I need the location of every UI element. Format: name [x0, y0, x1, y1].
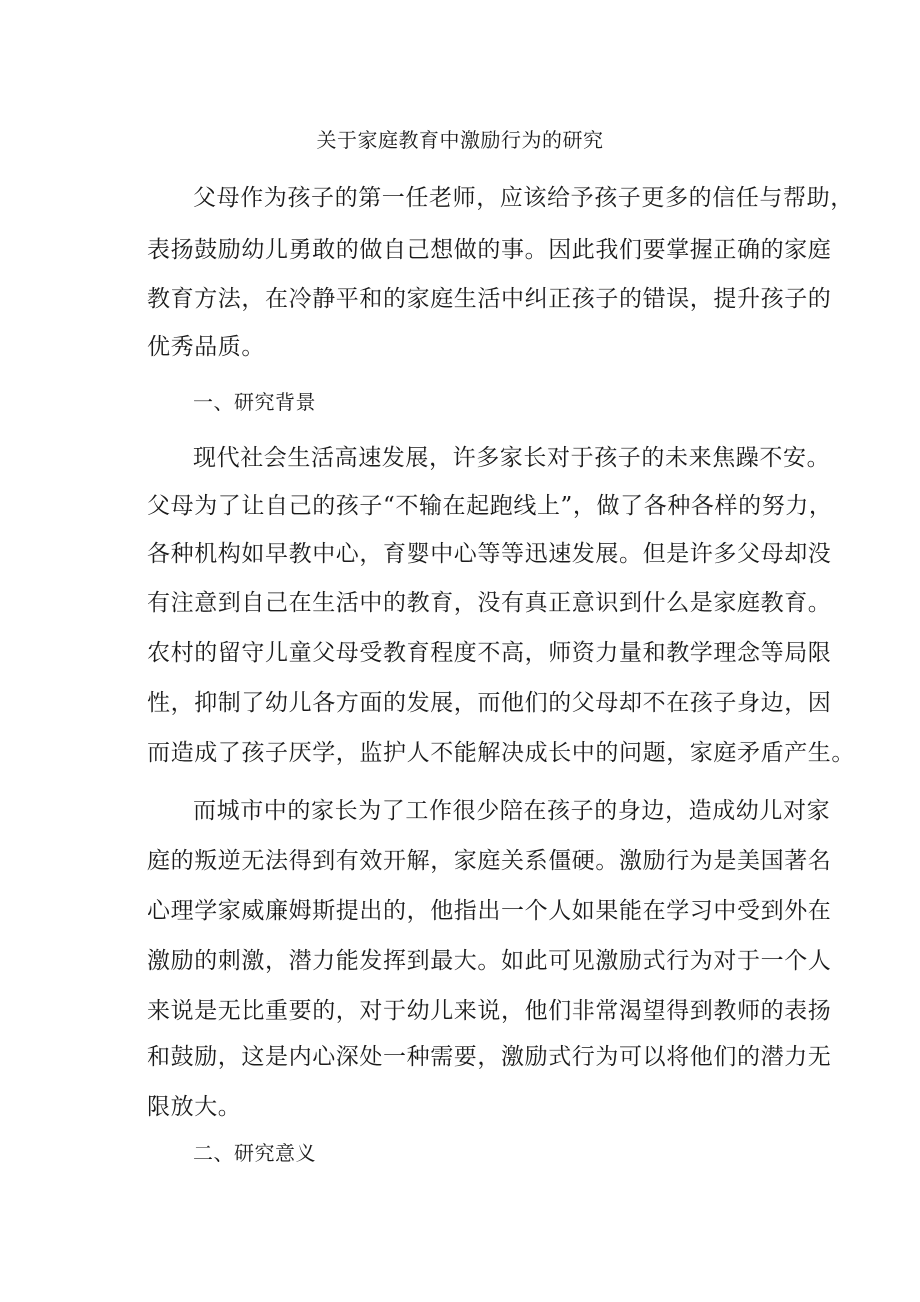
paragraph-line: 优秀品质。 [147, 334, 265, 360]
section-heading-background: 一、研究背景 [193, 390, 316, 414]
paragraph-line: 父母为了让自己的孩子“不输在起跑线上”，做了各种各样的努力， [147, 493, 833, 519]
paragraph-line: 心理学家威廉姆斯提出的，他指出一个人如果能在学习中受到外在 [147, 898, 832, 924]
paragraph-line: 激励的刺激，潜力能发挥到最大。如此可见激励式行为对于一个人 [147, 948, 832, 974]
paragraph-line: 现代社会生活高速发展，许多家长对于孩子的未来焦躁不安。 [193, 445, 831, 471]
paragraph-line: 来说是无比重要的，对于幼儿来说，他们非常渴望得到教师的表扬 [147, 998, 832, 1024]
paragraph-line: 有注意到自己在生活中的教育，没有真正意识到什么是家庭教育。 [147, 590, 832, 616]
paragraph-line: 教育方法，在冷静平和的家庭生活中纠正孩子的错误，提升孩子的 [147, 286, 832, 312]
document-title: 关于家庭教育中激励行为的研究 [316, 128, 604, 152]
paragraph-line: 庭的叛逆无法得到有效开解，家庭关系僵硬。激励行为是美国著名 [147, 848, 832, 874]
paragraph-line: 性，抑制了幼儿各方面的发展，而他们的父母却不在孩子身边，因 [147, 690, 832, 716]
paragraph-line: 而造成了孩子厌学，监护人不能解决成长中的问题，家庭矛盾产生。 [147, 740, 855, 766]
section-heading-significance: 二、研究意义 [193, 1141, 316, 1165]
paragraph-line: 农村的留守儿童父母受教育程度不高，师资力量和教学理念等局限 [147, 640, 832, 666]
paragraph-line: 表扬鼓励幼儿勇敢的做自己想做的事。因此我们要掌握正确的家庭 [147, 237, 832, 263]
paragraph-line: 而城市中的家长为了工作很少陪在孩子的身边，造成幼儿对家 [193, 798, 831, 824]
paragraph-line: 父母作为孩子的第一任老师，应该给予孩子更多的信任与帮助， [193, 185, 854, 211]
paragraph-line: 各种机构如早教中心，育婴中心等等迅速发展。但是许多父母却没 [147, 541, 832, 567]
paragraph-line: 和鼓励，这是内心深处一种需要，激励式行为可以将他们的潜力无 [147, 1044, 832, 1070]
paragraph-line: 限放大。 [147, 1094, 242, 1120]
